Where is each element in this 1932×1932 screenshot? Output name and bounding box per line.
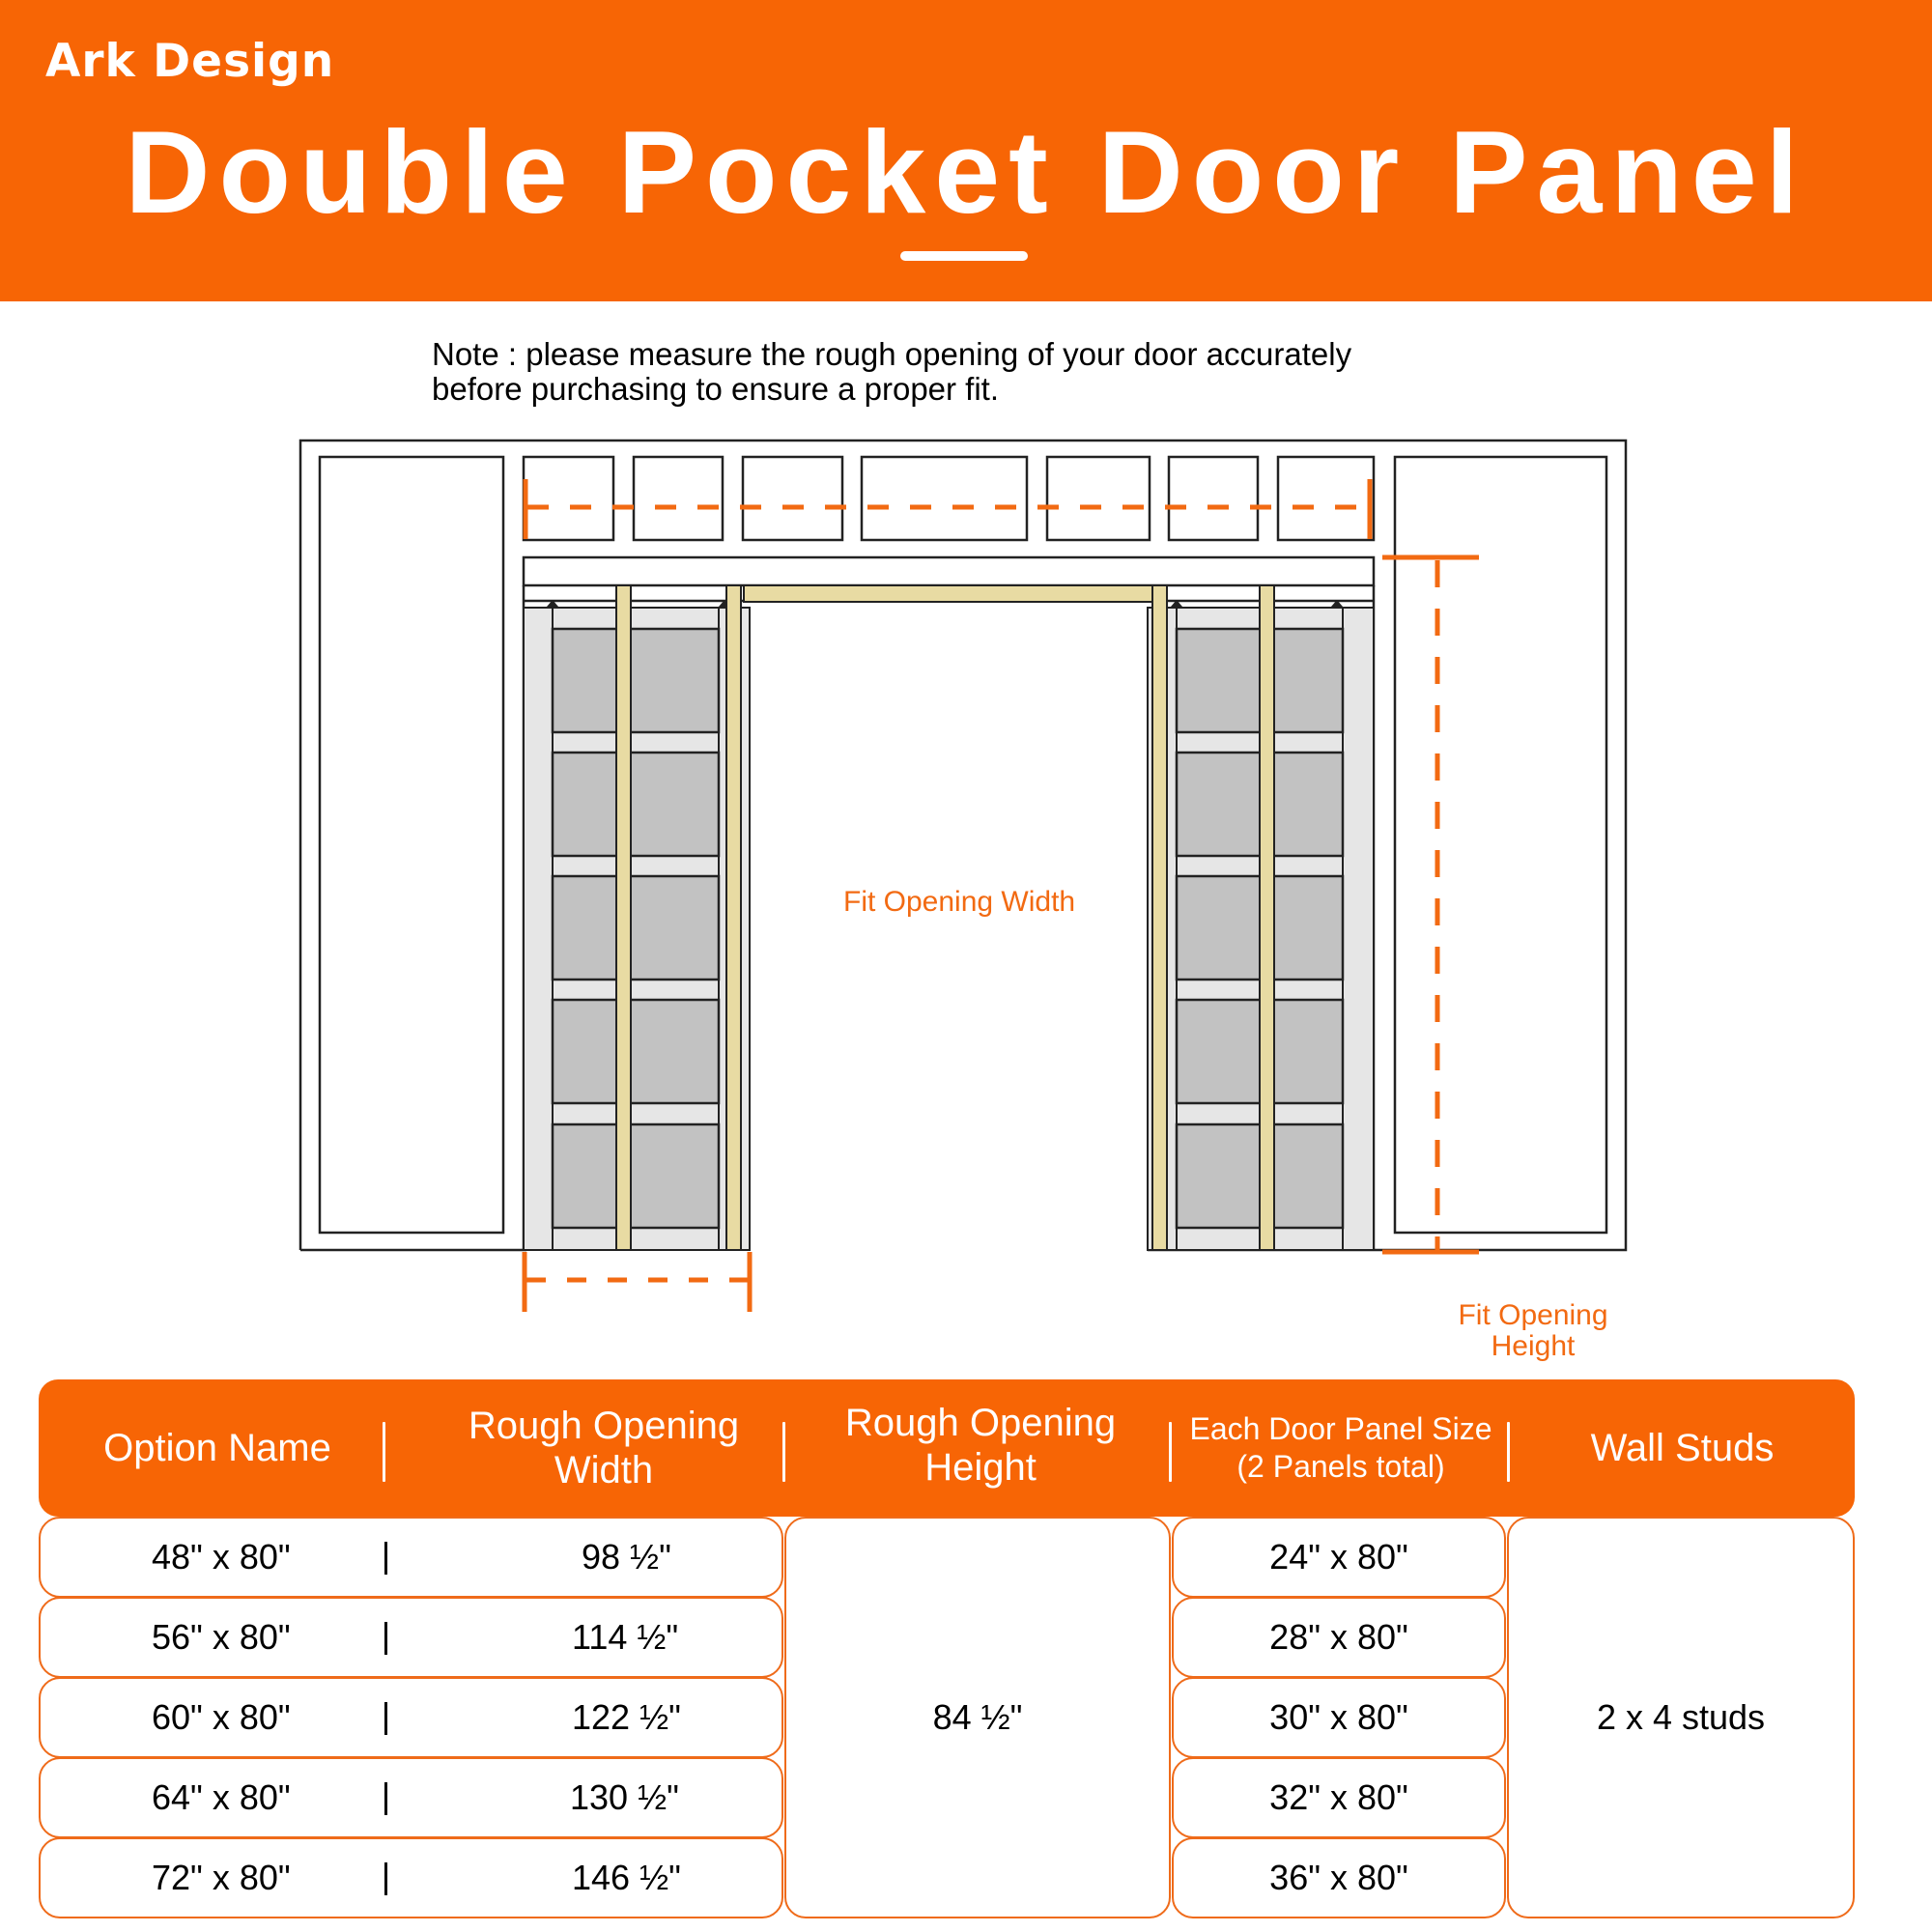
table-row [39,1837,783,1918]
option-name: 72" x 80" [152,1858,291,1897]
panel-size-cell [1172,1677,1506,1758]
pocket-door-diagram [0,425,1932,1362]
panel-size-cell [1172,1517,1506,1598]
left-stud-2 [726,585,741,1250]
header-option-name: Option Name [103,1426,331,1469]
rough-width: 114 ½" [572,1617,679,1657]
right-side-panel [1395,457,1606,1233]
page-title: Double Pocket Door Panel [125,106,1807,238]
rough-width: 130 ½" [570,1777,679,1817]
row-separator [384,1782,387,1815]
left-door-panel [524,600,750,1250]
header-banner [0,0,1932,301]
row-separator [384,1702,387,1735]
header-separator [383,1422,385,1482]
wall-studs-value: 2 x 4 studs [1596,1697,1766,1737]
right-stud-2 [1260,585,1274,1250]
panel-size-cell [1172,1837,1506,1918]
row-separator [384,1622,387,1655]
option-name: 48" x 80" [152,1537,291,1577]
rough-width: 146 ½" [572,1858,681,1897]
wall-studs-cell [1507,1517,1855,1918]
table-row [39,1757,783,1838]
left-side-panel [320,457,503,1233]
header-beam [524,557,1374,585]
header-rough-width: Rough Opening Width [468,1405,740,1492]
header-rough-height: Rough Opening Height [844,1402,1117,1489]
row-separator [384,1862,387,1895]
panel-size-cell [1172,1597,1506,1678]
table-row [39,1597,783,1678]
panel-size-value: 32" x 80" [1269,1777,1408,1817]
header-wall-studs: Wall Studs [1590,1426,1775,1469]
fit-opening-height-line-2: Height [1491,1330,1576,1362]
rough-width: 98 ½" [582,1537,671,1577]
option-name: 56" x 80" [152,1617,291,1657]
panel-size-value: 36" x 80" [1269,1858,1408,1897]
left-stud-1 [616,585,631,1250]
fit-opening-width-label: Fit Opening Width [843,886,1076,918]
brand-logo: Ark Design [45,35,335,88]
rough-height-cell [784,1517,1171,1918]
rough-width: 122 ½" [572,1697,681,1737]
row-separator [384,1542,387,1575]
option-name: 64" x 80" [152,1777,291,1817]
size-table-header [39,1379,1855,1517]
option-name: 60" x 80" [152,1697,291,1737]
table-row [39,1517,783,1598]
header-panel-size: Each Door Panel Size (2 Panels total) [1189,1411,1492,1484]
title-underline [900,251,1028,261]
fit-opening-height-line-1: Fit Opening [1458,1299,1608,1331]
header-separator [782,1422,785,1482]
panel-size-value: 28" x 80" [1269,1617,1408,1657]
panel-size-value: 30" x 80" [1269,1697,1408,1737]
table-row [39,1677,783,1758]
wall-outline [300,440,1626,1250]
fit-opening-height-label [1441,1300,1625,1362]
panel-size-value: 24" x 80" [1269,1537,1408,1577]
note-line-1: Note : please measure the rough opening of your door accurately [432,336,1352,372]
panel-size-cell [1172,1757,1506,1838]
right-stud-1 [1152,585,1167,1250]
note-line-2: before purchasing to ensure a proper fit. [432,371,1000,407]
rough-height-value: 84 ½" [932,1697,1023,1737]
measurement-note [432,337,1543,407]
